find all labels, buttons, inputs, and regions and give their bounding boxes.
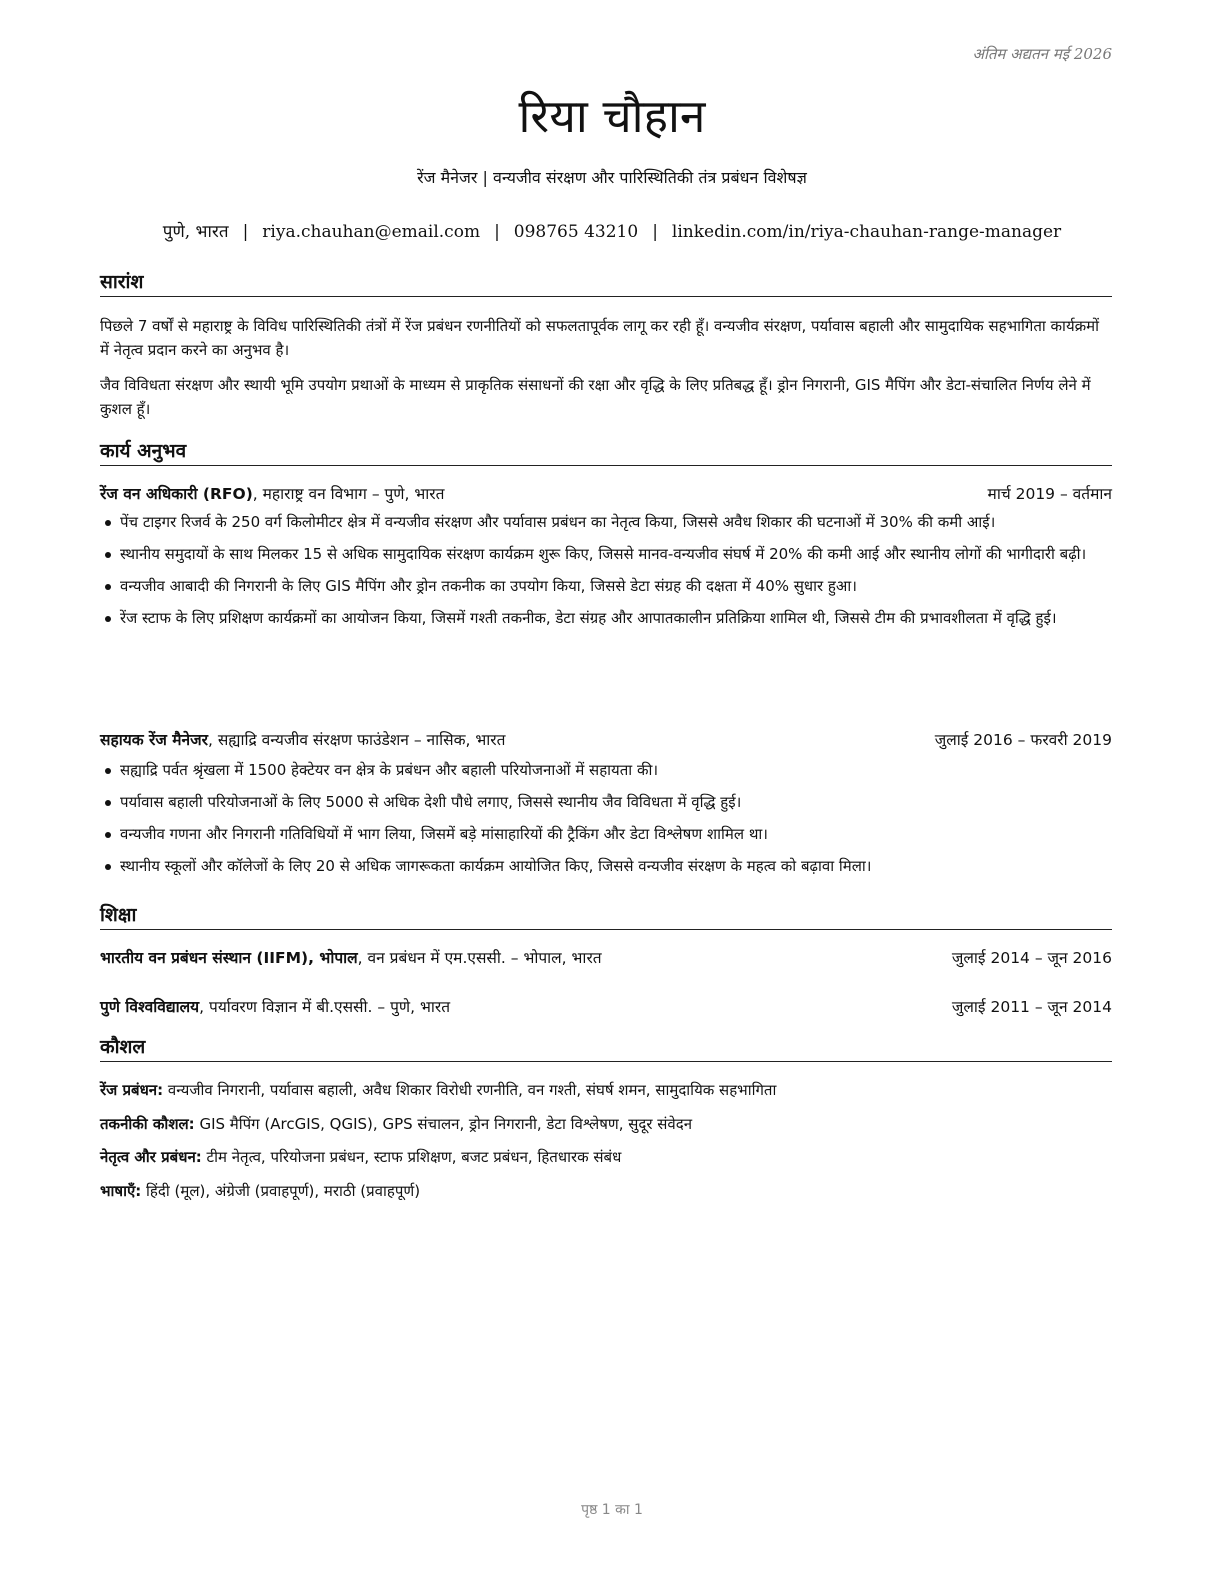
education-institution: पुणे विश्वविद्यालय [100, 998, 200, 1016]
job-bullets [100, 758, 1112, 886]
contact-line [0, 219, 1224, 242]
job-header [100, 728, 1112, 752]
list-item: स्थानीय स्कूलों और कॉलेजों के लिए 20 से अधिक जागरूकता कार्यक्रम आयोजित किए, जिससे वन्यजीव संरक्षण के महत्व को बढ़ावा मिला। [100, 854, 1112, 878]
contact-separator: | [652, 222, 658, 242]
section-title-summary: सारांश [100, 270, 1112, 297]
skill-value: वन्यजीव निगरानी, पर्यावास बहाली, अवैध शिकार विरोधी रणनीति, वन गश्ती, संघर्ष शमन, सामुदायिक सहभागिता [163, 1081, 777, 1099]
contact-separator: | [494, 222, 500, 242]
job-date: मार्च 2019 – वर्तमान [987, 485, 1112, 503]
list-item: स्थानीय समुदायों के साथ मिलकर 15 से अधिक सामुदायिक संरक्षण कार्यक्रम शुरू किए, जिससे मानव-वन्यजीव संघर्ष में 20% की कमी आई और स्थानीय लोगों की भागीदारी बढ़ी। [100, 542, 1112, 566]
education-detail: , वन प्रबंधन में एम.एससी. – भोपाल, भारत [357, 949, 602, 967]
list-item: पर्यावास बहाली परियोजनाओं के लिए 5000 से अधिक देशी पौधे लगाए, जिससे स्थानीय जैव विविधता में वृद्धि हुई। [100, 790, 1112, 814]
list-item: वन्यजीव गणना और निगरानी गतिविधियों में भाग लिया, जिसमें बड़े मांसाहारियों की ट्रैकिंग और डेटा विश्लेषण शामिल था। [100, 822, 1112, 846]
education-detail: , पर्यावरण विज्ञान में बी.एससी. – पुणे, भारत [199, 998, 451, 1016]
tagline: रेंज मैनेजर | वन्यजीव संरक्षण और पारिस्थितिकी तंत्र प्रबंधन विशेषज्ञ [417, 168, 807, 187]
job-date: जुलाई 2016 – फरवरी 2019 [934, 731, 1112, 749]
contact-separator: | [242, 222, 249, 242]
skill-value: टीम नेतृत्व, परियोजना प्रबंधन, स्टाफ प्रशिक्षण, बजट प्रबंधन, हितधारक संबंध [201, 1148, 622, 1166]
education-institution: भारतीय वन प्रबंधन संस्थान (IIFM), भोपाल [100, 949, 358, 967]
skill-label: नेतृत्व और प्रबंधन: [100, 1148, 202, 1166]
contact-linkedin[interactable]: linkedin.com/in/riya-chauhan-range-manager [671, 222, 1062, 242]
skill-line [100, 1112, 1112, 1136]
education-entry [100, 995, 1112, 1019]
last-updated: अंतिम अद्यतन मई 2026 [972, 45, 1112, 63]
skill-value: हिंदी (मूल), अंग्रेजी (प्रवाहपूर्ण), मराठी (प्रवाहपूर्ण) [141, 1182, 421, 1200]
job-org: , महाराष्ट्र वन विभाग – पुणे, भारत [252, 485, 445, 503]
job-role: सहायक रेंज मैनेजर [100, 731, 208, 749]
job-org: , सह्याद्रि वन्यजीव संरक्षण फाउंडेशन – नासिक, भारत [207, 731, 506, 749]
skill-label: तकनीकी कौशल: [100, 1115, 195, 1133]
skill-line [100, 1078, 1112, 1102]
education-date: जुलाई 2014 – जून 2016 [951, 949, 1112, 967]
education-date: जुलाई 2011 – जून 2014 [951, 998, 1112, 1016]
skill-line [100, 1145, 1112, 1169]
contact-email[interactable]: riya.chauhan@email.com [262, 222, 481, 242]
skill-label: रेंज प्रबंधन: [100, 1081, 164, 1099]
section-title-experience: कार्य अनुभव [100, 439, 1112, 466]
list-item: वन्यजीव आबादी की निगरानी के लिए GIS मैपिंग और ड्रोन तकनीक का उपयोग किया, जिससे डेटा संग्रह की दक्षता में 40% सुधार हुआ। [100, 574, 1112, 598]
skill-value: GIS मैपिंग (ArcGIS, QGIS), GPS संचालन, ड्रोन निगरानी, डेटा विश्लेषण, सुदूर संवेदन [194, 1115, 693, 1133]
contact-location: पुणे, भारत [162, 222, 229, 242]
job-role: रेंज वन अधिकारी (RFO) [100, 485, 253, 503]
list-item: रेंज स्टाफ के लिए प्रशिक्षण कार्यक्रमों का आयोजन किया, जिसमें गश्ती तकनीक, डेटा संग्रह और आपातकालीन प्रतिक्रिया शामिल थी, जिससे टीम की प्रभावशीलता में वृद्धि हुई। [100, 606, 1112, 630]
job-header [100, 482, 1112, 506]
skill-label: भाषाएँ: [100, 1182, 142, 1200]
page-number: पृष्ठ 1 का 1 [581, 1502, 643, 1518]
education-entry [100, 946, 1112, 970]
summary-paragraph-2: जैव विविधता संरक्षण और स्थायी भूमि उपयोग प्रथाओं के माध्यम से प्राकृतिक संसाधनों की रक्षा और वृद्धि के लिए प्रतिबद्ध हूँ। ड्रोन निगरानी, GIS मैपिंग और डेटा-संचालित निर्णय लेने में कुशल हूँ। [100, 376, 1091, 418]
job-bullets [100, 510, 1112, 638]
candidate-name: रिया चौहान [518, 89, 706, 143]
section-title-skills: कौशल [100, 1035, 1112, 1062]
contact-phone[interactable]: 098765 43210 [513, 222, 639, 242]
list-item: सह्याद्रि पर्वत श्रृंखला में 1500 हेक्टेयर वन क्षेत्र के प्रबंधन और बहाली परियोजनाओं में सहायता की। [100, 758, 1112, 782]
summary-paragraph-1: पिछले 7 वर्षों से महाराष्ट्र के विविध पारिस्थितिकी तंत्रों में रेंज प्रबंधन रणनीतियों को सफलतापूर्वक लागू कर रही हूँ। वन्यजीव संरक्षण, पर्यावास बहाली और सामुदायिक सहभागिता कार्यक्रमों में नेतृत्व प्रदान करने का अनुभव है। [100, 317, 1100, 359]
list-item: पेंच टाइगर रिजर्व के 250 वर्ग किलोमीटर क्षेत्र में वन्यजीव संरक्षण और पर्यावास प्रबंधन का नेतृत्व किया, जिससे अवैध शिकार की घटनाओं में 30% की कमी आई। [100, 510, 1112, 534]
section-title-education: शिक्षा [100, 903, 1112, 930]
skill-line [100, 1179, 1112, 1203]
